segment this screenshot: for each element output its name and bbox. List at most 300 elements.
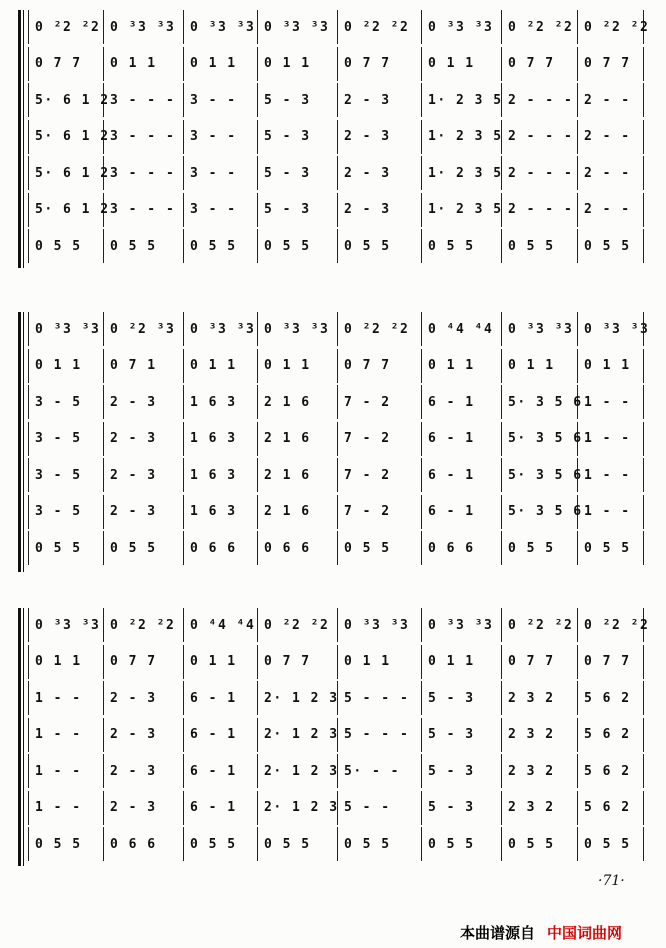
measure: [502, 385, 583, 419]
measure-notes: 0 ²2 ²2: [264, 617, 330, 633]
staff-row: [28, 229, 644, 263]
measure-notes: 0 5 5: [110, 238, 157, 254]
measure-notes: 1 - -: [35, 800, 82, 815]
measure: [184, 10, 258, 44]
measure: [104, 531, 184, 565]
measure: [338, 349, 422, 383]
measure-notes: 0 1 1: [190, 358, 237, 373]
measure-notes: 0 ³3 ³3: [190, 19, 256, 35]
measure: [422, 10, 502, 44]
measure: [502, 827, 578, 861]
measure-notes: 2 - 3: [344, 202, 391, 217]
measure: [502, 349, 578, 383]
measure-notes: 5 - 3: [264, 129, 311, 144]
measure: [578, 645, 644, 679]
measure: [184, 495, 258, 529]
measure: [578, 608, 650, 642]
measure-notes: 5· 3 5 6: [508, 467, 583, 483]
measure: [258, 156, 338, 190]
measure-notes: 2 - - -: [508, 92, 574, 108]
measure-notes: 2 3 2: [508, 690, 555, 706]
measure-notes: 0 1 1: [584, 358, 631, 373]
measure-notes: 1 - -: [584, 431, 631, 446]
measure: [578, 83, 644, 117]
staff-row: [28, 10, 650, 44]
measure: [104, 422, 184, 456]
measure: [104, 229, 184, 263]
measure-notes: 2 - 3: [344, 129, 391, 144]
measure: [502, 422, 583, 456]
measure: [104, 754, 184, 788]
measure: [258, 718, 338, 752]
measure: [104, 681, 184, 715]
system-brace: [18, 10, 26, 268]
measure-notes: 0 1 1: [428, 56, 475, 71]
measure-notes: 0 6 6: [428, 540, 475, 556]
measure: [28, 120, 110, 154]
measure: [258, 229, 338, 263]
measure: [258, 608, 338, 642]
measure: [184, 718, 258, 752]
measure-notes: 0 5 5: [264, 238, 311, 254]
measure-notes: 0 6 6: [264, 540, 311, 556]
measure: [104, 827, 184, 861]
measure-notes: 2· 1 2 3: [264, 800, 339, 815]
measure: [338, 47, 422, 81]
staff-row: [28, 531, 644, 565]
measure: [104, 193, 184, 227]
measure-notes: 0 7 7: [508, 654, 555, 669]
score-system: [18, 10, 650, 268]
staff-row: [28, 458, 644, 492]
measure: [338, 827, 422, 861]
measure-notes: 5· 6 1 2: [35, 202, 110, 217]
measure: [578, 495, 644, 529]
measure: [28, 312, 104, 346]
measure: [184, 47, 258, 81]
measure-notes: 5 - -: [344, 800, 391, 815]
measure-notes: 5 6 2: [584, 727, 631, 742]
measure: [104, 83, 184, 117]
staff-row: [28, 193, 644, 227]
measure: [338, 10, 422, 44]
measure-notes: 3 - - -: [110, 165, 176, 181]
staff-row: [28, 754, 644, 788]
measure: [258, 349, 338, 383]
measure: [502, 608, 578, 642]
measure-notes: 0 6 6: [190, 540, 237, 556]
measure: [578, 349, 644, 383]
measure-notes: 3 - - -: [110, 202, 176, 217]
measure: [184, 531, 258, 565]
measure: [338, 156, 422, 190]
measure-notes: 2· 1 2 3: [264, 690, 339, 706]
measure: [502, 312, 578, 346]
measure-notes: 0 ³3 ³3: [35, 617, 101, 633]
score-system: [18, 608, 650, 866]
measure: [28, 681, 104, 715]
measure: [184, 349, 258, 383]
measure: [184, 422, 258, 456]
source-label: 本曲谱源自: [460, 924, 536, 942]
measure: [258, 312, 338, 346]
measure-notes: 1 - -: [584, 504, 631, 519]
measure-notes: 1· 2 3 5: [428, 202, 503, 217]
measure-notes: 3 - 5: [35, 467, 82, 483]
measure-notes: 0 1 1: [190, 56, 237, 71]
measure-notes: 0 1 1: [35, 654, 82, 669]
measure: [104, 608, 184, 642]
measure: [502, 47, 578, 81]
staff-row: [28, 645, 644, 679]
measure: [184, 312, 258, 346]
measure: [184, 681, 258, 715]
measure-notes: 2· 1 2 3: [264, 727, 339, 742]
measure: [258, 827, 338, 861]
measure: [338, 312, 422, 346]
measure-notes: 0 ²2 ²2: [584, 617, 650, 633]
measure-notes: 5 - - -: [344, 727, 410, 742]
measure-notes: 1 6 3: [190, 431, 237, 446]
measure-notes: 5· 6 1 2: [35, 92, 110, 108]
measure-notes: 5 6 2: [584, 690, 631, 706]
measure-notes: 0 1 1: [190, 654, 237, 669]
measure-notes: 0 7 7: [508, 56, 555, 71]
measure-notes: 3 - - -: [110, 129, 176, 144]
measure: [502, 531, 578, 565]
measure: [184, 754, 258, 788]
measure: [338, 495, 422, 529]
measure-notes: 3 - -: [190, 202, 237, 217]
measure-notes: 5 - 3: [428, 727, 475, 742]
measure-notes: 2 - 3: [110, 690, 157, 706]
measure-notes: 1 6 3: [190, 504, 237, 519]
measure: [28, 495, 104, 529]
measure-notes: 0 ³3 ³3: [428, 617, 494, 633]
measure: [502, 193, 578, 227]
measure-notes: 0 7 7: [344, 56, 391, 71]
measure: [258, 120, 338, 154]
measure-notes: 5 - 3: [264, 92, 311, 108]
measure-notes: 2 3 2: [508, 727, 555, 742]
measure: [184, 827, 258, 861]
measure: [338, 83, 422, 117]
measure-notes: 1· 2 3 5: [428, 92, 503, 108]
measure-notes: 6 - 1: [190, 763, 237, 779]
measure: [258, 791, 338, 825]
measure-notes: 0 1 1: [428, 358, 475, 373]
measure-notes: 1 6 3: [190, 467, 237, 483]
measure-notes: 2· 1 2 3: [264, 763, 339, 779]
measure: [578, 10, 650, 44]
measure: [502, 229, 578, 263]
measure-notes: 2 - 3: [110, 727, 157, 742]
measure-notes: 3 - - -: [110, 92, 176, 108]
measure-notes: 0 7 7: [110, 654, 157, 669]
measure-notes: 1 - -: [35, 763, 82, 779]
measure: [28, 47, 104, 81]
measure: [28, 422, 104, 456]
measure: [104, 120, 184, 154]
measure-notes: 0 ²2 ²2: [344, 321, 410, 337]
staff-row: [28, 827, 644, 861]
staff-row: [28, 791, 644, 825]
measure: [502, 495, 583, 529]
measure: [338, 531, 422, 565]
measure: [578, 754, 644, 788]
measure-notes: 1 - -: [35, 727, 82, 742]
measure-notes: 0 5 5: [584, 540, 631, 556]
measure-notes: 0 5 5: [35, 836, 82, 852]
measure-notes: 2 - 3: [110, 763, 157, 779]
measure: [422, 120, 502, 154]
measure: [258, 47, 338, 81]
measure: [28, 156, 110, 190]
measure: [338, 754, 422, 788]
measure: [258, 495, 338, 529]
measure: [184, 83, 258, 117]
measure-notes: 3 - 5: [35, 431, 82, 446]
measure-notes: 3 - 5: [35, 394, 82, 410]
measure: [422, 608, 502, 642]
measure-notes: 1· 2 3 5: [428, 165, 503, 181]
staff-row: [28, 83, 644, 117]
measure-notes: 0 5 5: [190, 238, 237, 254]
measure-notes: 0 ³3 ³3: [190, 321, 256, 337]
measure-notes: 2 - 3: [110, 504, 157, 519]
page-number: ·71·: [598, 873, 625, 889]
staff-row: [28, 120, 644, 154]
measure-notes: 0 1 1: [264, 358, 311, 373]
measure-notes: 0 1 1: [35, 358, 82, 373]
measure: [422, 531, 502, 565]
measure-notes: 5 - 3: [428, 800, 475, 815]
measure: [184, 156, 258, 190]
measure: [422, 827, 502, 861]
measure: [578, 156, 644, 190]
measure: [104, 47, 184, 81]
measure-notes: 7 - 2: [344, 504, 391, 519]
measure: [28, 349, 104, 383]
measure: [104, 312, 184, 346]
measure-notes: 0 ²2 ²2: [35, 19, 101, 35]
measure-notes: 3 - -: [190, 129, 237, 144]
measure-notes: 2 1 6: [264, 504, 311, 519]
measure: [258, 458, 338, 492]
measure: [104, 458, 184, 492]
measure-notes: 6 - 1: [190, 727, 237, 742]
measure-notes: 5 - 3: [428, 690, 475, 706]
measure-notes: 2 - 3: [110, 394, 157, 410]
measure-notes: 0 ³3 ³3: [35, 321, 101, 337]
measure: [258, 645, 338, 679]
measure-notes: 0 ²2 ²2: [508, 617, 574, 633]
measure: [104, 718, 184, 752]
measure: [338, 120, 422, 154]
measure: [422, 47, 502, 81]
measure-notes: 5· 3 5 6: [508, 394, 583, 410]
measure: [422, 422, 502, 456]
measure-notes: 0 5 5: [428, 238, 475, 254]
measure: [104, 645, 184, 679]
measure: [578, 458, 644, 492]
measure-notes: 2 - 3: [110, 800, 157, 815]
staff-row: [28, 422, 644, 456]
measure-notes: 0 7 7: [584, 654, 631, 669]
measure-notes: 1 - -: [35, 690, 82, 706]
measure-notes: 2 - -: [584, 202, 631, 217]
measure: [184, 229, 258, 263]
source-site-link[interactable]: 中国词曲网: [547, 924, 623, 942]
measure: [184, 458, 258, 492]
measure: [422, 349, 502, 383]
measure-notes: 0 6 6: [110, 836, 157, 852]
measure-notes: 5 6 2: [584, 800, 631, 815]
measure: [338, 645, 422, 679]
measure: [578, 681, 644, 715]
measure-notes: 0 5 5: [584, 836, 631, 852]
measure: [422, 458, 502, 492]
measure: [422, 312, 502, 346]
measure-notes: 0 1 1: [428, 654, 475, 669]
measure-notes: 5· 6 1 2: [35, 165, 110, 181]
measure-notes: 0 ²2 ²2: [110, 617, 176, 633]
measure: [422, 681, 502, 715]
measure: [502, 718, 578, 752]
measure: [104, 10, 184, 44]
measure-notes: 3 - -: [190, 92, 237, 108]
measure: [28, 458, 104, 492]
staff-row: [28, 47, 644, 81]
measure-notes: 2 1 6: [264, 394, 311, 410]
measure-notes: 1 - -: [584, 394, 631, 410]
measure-notes: 0 ³3 ³3: [264, 321, 330, 337]
measure-notes: 6 - 1: [190, 690, 237, 706]
measure: [338, 608, 422, 642]
measure: [502, 645, 578, 679]
measure: [422, 754, 502, 788]
system-brace: [18, 312, 26, 572]
measure: [502, 156, 578, 190]
measure: [258, 681, 338, 715]
source-credit: [460, 922, 622, 943]
measure: [338, 791, 422, 825]
measure-notes: 5· - -: [344, 763, 400, 779]
measure-notes: 0 ³3 ³3: [344, 617, 410, 633]
measure-notes: 5· 3 5 6: [508, 431, 583, 446]
measure: [28, 193, 110, 227]
measure: [28, 827, 104, 861]
measure-notes: 0 7 7: [35, 56, 82, 71]
measure-notes: 2 3 2: [508, 763, 555, 779]
measure: [28, 754, 104, 788]
measure-notes: 6 - 1: [190, 800, 237, 815]
measure-notes: 2 - - -: [508, 202, 574, 217]
measure: [104, 385, 184, 419]
measure: [502, 754, 578, 788]
measure: [104, 349, 184, 383]
measure-notes: 2 - - -: [508, 165, 574, 181]
measure-notes: 0 5 5: [190, 836, 237, 852]
measure-notes: 2 - 3: [110, 467, 157, 483]
measure-notes: 0 5 5: [584, 238, 631, 254]
measure: [422, 193, 502, 227]
measure-notes: 0 ³3 ³3: [110, 19, 176, 35]
measure: [578, 120, 644, 154]
measure: [28, 229, 104, 263]
measure-notes: 0 ³3 ³3: [584, 321, 650, 337]
measure: [502, 681, 578, 715]
measure-notes: 2 - 3: [110, 431, 157, 446]
measure-notes: 0 ²2 ²2: [584, 19, 650, 35]
measure-notes: 7 - 2: [344, 394, 391, 410]
staff-row: [28, 312, 650, 346]
measure-notes: 0 7 7: [584, 56, 631, 71]
measure: [258, 531, 338, 565]
measure: [578, 229, 644, 263]
measure: [502, 458, 583, 492]
measure-notes: 0 7 1: [110, 358, 157, 373]
measure-notes: 0 5 5: [35, 238, 82, 254]
measure-notes: 2 3 2: [508, 800, 555, 815]
measure-notes: 1 6 3: [190, 394, 237, 410]
measure: [28, 718, 104, 752]
staff-row: [28, 349, 644, 383]
measure: [184, 608, 258, 642]
measure-notes: 5 - 3: [264, 165, 311, 181]
measure-notes: 0 ⁴4 ⁴4: [190, 617, 256, 633]
measure: [28, 531, 104, 565]
measure: [422, 791, 502, 825]
measure-notes: 5 - 3: [428, 763, 475, 779]
measure: [422, 156, 502, 190]
measure-notes: 2 - -: [584, 129, 631, 144]
measure-notes: 0 7 7: [264, 654, 311, 669]
measure: [502, 120, 578, 154]
measure: [422, 229, 502, 263]
measure-notes: 0 5 5: [508, 238, 555, 254]
measure: [422, 645, 502, 679]
measure-notes: 0 ³3 ³3: [428, 19, 494, 35]
measure-notes: 0 1 1: [508, 358, 555, 373]
measure: [338, 193, 422, 227]
staff-row: [28, 718, 644, 752]
measure-notes: 2 1 6: [264, 431, 311, 446]
measure: [502, 791, 578, 825]
measure: [184, 791, 258, 825]
measure-notes: 6 - 1: [428, 467, 475, 483]
measure-notes: 0 1 1: [344, 654, 391, 669]
measure: [502, 10, 578, 44]
measure: [258, 754, 338, 788]
measure: [104, 156, 184, 190]
measure-notes: 2 1 6: [264, 467, 311, 483]
measure-notes: 0 5 5: [344, 540, 391, 556]
measure: [258, 422, 338, 456]
measure-notes: 6 - 1: [428, 394, 475, 410]
staff-row: [28, 495, 644, 529]
measure: [258, 10, 338, 44]
measure-notes: 0 5 5: [344, 238, 391, 254]
measure-notes: 0 1 1: [110, 56, 157, 71]
measure-notes: 3 - 5: [35, 504, 82, 519]
measure: [28, 385, 104, 419]
measure: [422, 83, 502, 117]
measure: [28, 83, 110, 117]
measure: [338, 681, 422, 715]
measure-notes: 0 1 1: [264, 56, 311, 71]
measure-notes: 0 ⁴4 ⁴4: [428, 321, 494, 337]
